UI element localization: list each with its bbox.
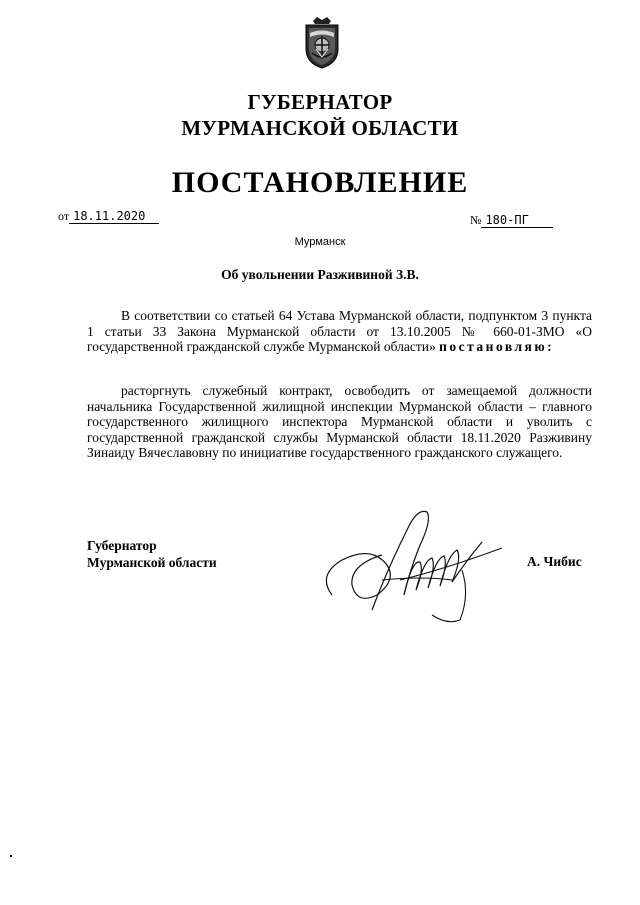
- date-value: 18.11.2020: [69, 209, 159, 224]
- signatory-title-line1: Губернатор: [87, 538, 157, 553]
- org-title-line2: МУРМАНСКОЙ ОБЛАСТИ: [181, 116, 459, 140]
- margin-dot: [10, 855, 12, 857]
- handwritten-signature-icon: [312, 500, 522, 625]
- signatory-title-line2: Мурманской области: [87, 555, 217, 570]
- document-type-title: ПОСТАНОВЛЕНИЕ: [171, 166, 469, 199]
- preamble-text: В соответствии со статьей 64 Устава Мурманской области, подпунктом 3 пункта 1 статьи 33 Закона Мурманской области от 13.10.2005 № 660-01-ЗМО «О государственной гражданской службе Мурманской области»: [87, 308, 592, 355]
- decision-paragraph: расторгнуть служебный контракт, освободить от замещаемой должности начальника Государственной жилищной инспекции Мурманской области – главного государственного жилищного инспектора Мурманской области и уволить с государственной гражданской службы Мурманской области 18.11.2020 Разживину Зинаиду Вячеславовну по инициативе государственного гражданского служащего.: [87, 383, 592, 461]
- preamble-paragraph: [87, 308, 592, 355]
- org-title-line1: ГУБЕРНАТОР: [247, 90, 393, 114]
- murmansk-coat-of-arms-icon: [300, 15, 344, 69]
- number-value: 180-ПГ: [481, 213, 552, 228]
- document-number: [470, 213, 553, 228]
- document-date: [58, 209, 159, 224]
- number-prefix: №: [470, 213, 482, 227]
- document-subject: Об увольнении Разживиной З.В.: [221, 267, 419, 282]
- resolve-keyword: постановляю:: [439, 339, 555, 355]
- city-name: Мурманск: [294, 236, 346, 248]
- date-prefix: от: [58, 209, 70, 223]
- signatory-name: А. Чибис: [527, 554, 582, 569]
